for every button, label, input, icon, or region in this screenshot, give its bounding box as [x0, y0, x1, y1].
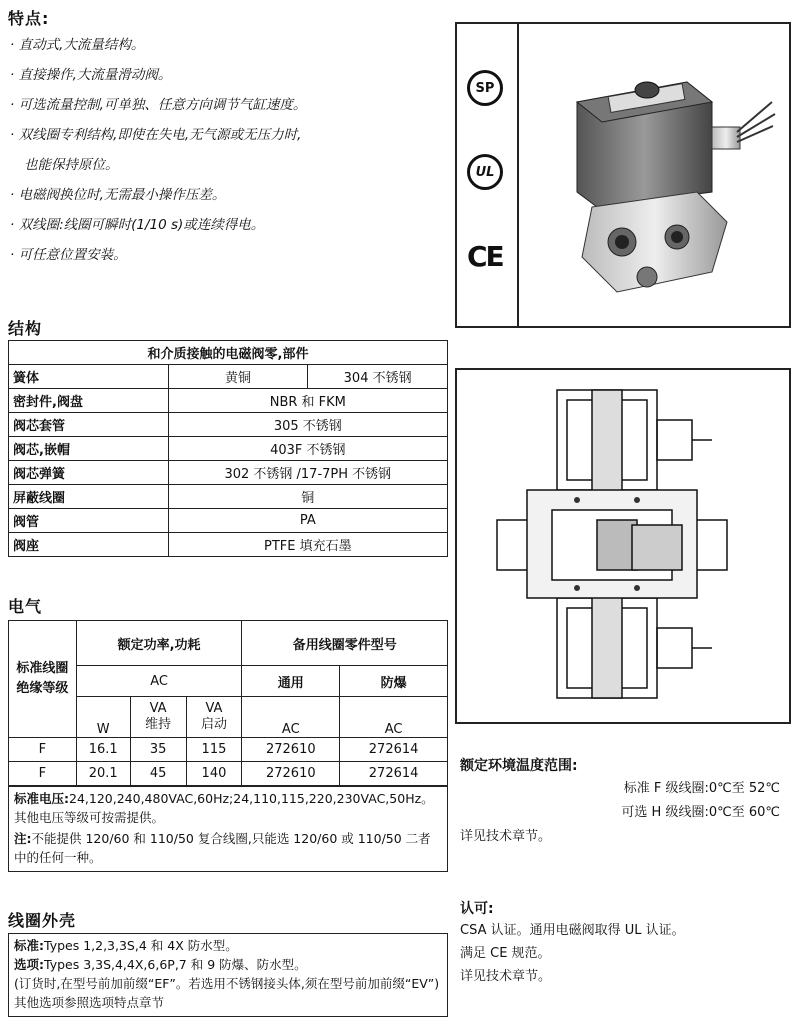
- va-start: 140: [186, 762, 242, 786]
- ac-header: AC: [242, 697, 340, 738]
- feature-item: · 双线圈:线圈可瞬时(1/10 s)或连续得电。: [10, 217, 265, 233]
- electrical-title: 电气: [8, 597, 43, 616]
- explosion-part: 272614: [340, 762, 448, 786]
- va-start-header: VA 启动: [186, 697, 242, 738]
- ac-header: AC: [76, 666, 242, 697]
- ce-mark-icon: CE: [467, 240, 503, 273]
- table-row: [9, 762, 448, 786]
- power-w: 20.1: [76, 762, 130, 786]
- part-material: PA: [168, 509, 447, 533]
- photo-divider: [517, 24, 519, 326]
- feature-item: 也能保持原位。: [24, 157, 119, 173]
- table-row: [9, 389, 448, 413]
- explosion-header: 防爆: [340, 666, 448, 697]
- explosion-part: 272614: [340, 738, 448, 762]
- part-material: 304 不锈钢: [308, 365, 448, 389]
- table-row: [9, 509, 448, 533]
- part-material: 黄铜: [168, 365, 308, 389]
- part-material: 305 不锈钢: [168, 413, 447, 437]
- valve-cross-section-diagram: [457, 370, 789, 722]
- enclosure-option: 选项:Types 3,3S,4,4X,6,6P,7 和 9 防爆、防水型。: [14, 957, 307, 972]
- part-name: 阀座: [9, 533, 169, 557]
- table-row: [9, 533, 448, 557]
- feature-item: · 可选流量控制,可单独、任意方向调节气缸速度。: [10, 97, 307, 113]
- enclosure-order-note: (订货时,在型号前加前缀“EF”。若选用不锈钢接头体,须在型号前加前缀“EV”)其他选项参照选项特点章节: [14, 976, 440, 1010]
- csa-mark-icon: SP: [467, 70, 503, 106]
- table-row: [9, 738, 448, 762]
- part-name: 密封件,阀盘: [9, 389, 169, 413]
- feature-item: · 双线圈专利结构,即使在失电,无气源或无压力时,: [10, 127, 302, 143]
- features-title: 特点:: [8, 9, 50, 28]
- approvals-title: 认可:: [460, 901, 494, 917]
- power-w: 16.1: [76, 738, 130, 762]
- va-start: 115: [186, 738, 242, 762]
- structure-header: 和介质接触的电磁阀零,部件: [9, 341, 448, 365]
- power-header: 额定功率,功耗: [76, 621, 242, 666]
- cross-section-panel: [455, 368, 791, 724]
- enclosure-title: 线圈外壳: [8, 911, 77, 930]
- feature-item: · 可任意位置安装。: [10, 247, 127, 263]
- table-row: [9, 621, 448, 666]
- ac-header: AC: [340, 697, 448, 738]
- general-header: 通用: [242, 666, 340, 697]
- spare-header: 备用线圈零件型号: [242, 621, 448, 666]
- electrical-notes: [8, 786, 448, 872]
- features-list: [10, 30, 306, 270]
- w-header: W: [76, 697, 130, 738]
- electrical-table: [8, 620, 448, 786]
- approvals-see-tech: 详见技术章节。: [460, 969, 552, 984]
- table-row: [9, 341, 448, 365]
- general-part: 272610: [242, 738, 340, 762]
- part-material: 302 不锈钢 /17-7PH 不锈钢: [168, 461, 447, 485]
- ul-mark-icon: UL: [467, 154, 503, 190]
- insulation-header: 标准线圈绝缘等级: [9, 621, 77, 738]
- part-material: PTFE 填充石墨: [168, 533, 447, 557]
- part-name: 阀芯,嵌帽: [9, 437, 169, 461]
- table-row: [9, 413, 448, 437]
- solenoid-valve-photo: [537, 42, 777, 312]
- ambient-optional: 可选 H 级线圈:0℃至 60℃: [621, 805, 780, 820]
- part-name: 簧体: [9, 365, 169, 389]
- enclosure-standard: 标准:Types 1,2,3,3S,4 和 4X 防水型。: [14, 938, 238, 953]
- table-row: [9, 437, 448, 461]
- ambient-see-tech: 详见技术章节。: [460, 829, 552, 844]
- part-material: 403F 不锈钢: [168, 437, 447, 461]
- va-hold-header: VA 维持: [130, 697, 186, 738]
- feature-item: · 电磁阀换位时,无需最小操作压差。: [10, 187, 226, 203]
- composite-coil-note: 注:不能提供 120/60 和 110/50 复合线圈,只能选 120/60 或 110/50 二者中的任何一种。: [14, 831, 431, 865]
- structure-table: [8, 340, 448, 557]
- insulation-class: F: [9, 738, 77, 762]
- ambient-standard: 标准 F 级线圈:0℃至 52℃: [623, 781, 780, 796]
- table-row: [9, 485, 448, 509]
- voltage-note: 标准电压:24,120,240,480VAC,60Hz;24,110,115,220,230VAC,50Hz。其他电压等级可按需提供。: [14, 791, 434, 825]
- part-material: NBR 和 FKM: [168, 389, 447, 413]
- approvals-ce: 满足 CE 规范。: [460, 946, 551, 961]
- insulation-class: F: [9, 762, 77, 786]
- feature-item: · 直接操作,大流量滑动阀。: [10, 67, 172, 83]
- part-name: 阀芯弹簧: [9, 461, 169, 485]
- approvals-csa-ul: CSA 认证。通用电磁阀取得 UL 认证。: [460, 923, 685, 938]
- feature-item: · 直动式,大流量结构。: [10, 37, 145, 53]
- product-photo-panel: [455, 22, 791, 328]
- part-name: 阀芯套管: [9, 413, 169, 437]
- part-material: 铜: [168, 485, 447, 509]
- part-name: 阀管: [9, 509, 169, 533]
- table-row: [9, 461, 448, 485]
- table-row: [9, 365, 448, 389]
- general-part: 272610: [242, 762, 340, 786]
- va-hold: 45: [130, 762, 186, 786]
- structure-title: 结构: [8, 319, 43, 338]
- enclosure-box: [8, 933, 448, 1017]
- ambient-title: 额定环境温度范围:: [460, 758, 578, 774]
- part-name: 屏蔽线圈: [9, 485, 169, 509]
- va-hold: 35: [130, 738, 186, 762]
